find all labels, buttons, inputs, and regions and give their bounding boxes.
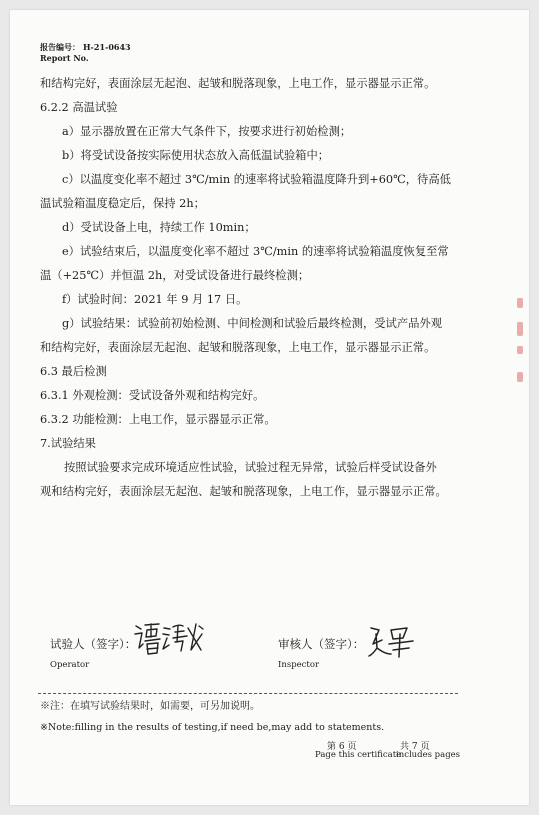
body-line: 和结构完好，表面涂层无起泡、起皱和脱落现象，上电工作，显示器显示正常。 xyxy=(40,341,436,354)
body-line: 6.3.2 功能检测：上电工作，显示器显示正常。 xyxy=(40,413,276,426)
body-line: c）以温度变化率不超过 3℃/min 的速率将试验箱温度降升到+60℃，待高低 xyxy=(62,173,451,186)
seal-fragment xyxy=(517,346,523,354)
section-heading: 6.3 最后检测 xyxy=(40,365,107,378)
body-line: 按照试验要求完成环境适应性试验，试验过程无异常，试验后样受试设备外 xyxy=(64,461,437,474)
inspector-label: 审核人（签字）： xyxy=(278,637,365,651)
report-number: 报告编号： H-21-0643 xyxy=(40,42,131,52)
page-number-cn: 第 6 页 xyxy=(327,742,357,752)
body-line: f）试验时间：2021 年 9 月 17 日。 xyxy=(62,293,248,306)
page-number-en: Page this certificate xyxy=(315,750,402,760)
report-page xyxy=(10,10,529,805)
footer-divider xyxy=(38,693,458,694)
total-pages-cn: 共 7 页 xyxy=(400,742,430,752)
seal-fragment xyxy=(517,322,523,336)
body-line: 温试验箱温度稳定后，保持 2h； xyxy=(40,197,205,210)
seal-fragment xyxy=(517,298,523,308)
body-line: 和结构完好，表面涂层无起泡、起皱和脱落现象，上电工作，显示器显示正常。 xyxy=(40,77,436,90)
seal-fragment xyxy=(517,372,523,382)
total-pages-en: includes pages xyxy=(396,750,461,760)
section-heading: 7.试验结果 xyxy=(40,437,96,450)
operator-label-en: Operator xyxy=(50,660,90,670)
body-line: a）显示器放置在正常大气条件下，按要求进行初始检测； xyxy=(62,125,352,138)
section-heading: 6.2.2 高温试验 xyxy=(40,101,118,114)
body-line: b）将受试设备按实际使用状态放入高低温试验箱中； xyxy=(62,149,330,162)
body-line: 观和结构完好，表面涂层无起泡、起皱和脱落现象，上电工作，显示器显示正常。 xyxy=(40,485,447,498)
body-line: e）试验结束后，以温度变化率不超过 3℃/min 的速率将试验箱温度恢复至常 xyxy=(62,245,449,258)
inspector-signature xyxy=(367,624,417,662)
inspector-label-en: Inspector xyxy=(278,660,320,670)
body-line: g）试验结果：试验前初始检测、中间检测和试验后最终检测，受试产品外观 xyxy=(62,317,443,330)
report-number-en: Report No. xyxy=(40,53,89,63)
body-line: 温（+25℃）并恒温 2h，对受试设备进行最终检测； xyxy=(40,269,310,282)
operator-label: 试验人（签字）： xyxy=(50,637,137,651)
body-line: d）受试设备上电，持续工作 10min； xyxy=(62,221,256,234)
note-en: ※Note:filling in the results of testing,if need be,may add to statements. xyxy=(40,722,385,733)
body-line: 6.3.1 外观检测：受试设备外观和结构完好。 xyxy=(40,389,265,402)
operator-signature xyxy=(133,620,205,660)
note-cn: ※注：在填写试验结果时，如需要，可另加说明。 xyxy=(40,701,260,712)
